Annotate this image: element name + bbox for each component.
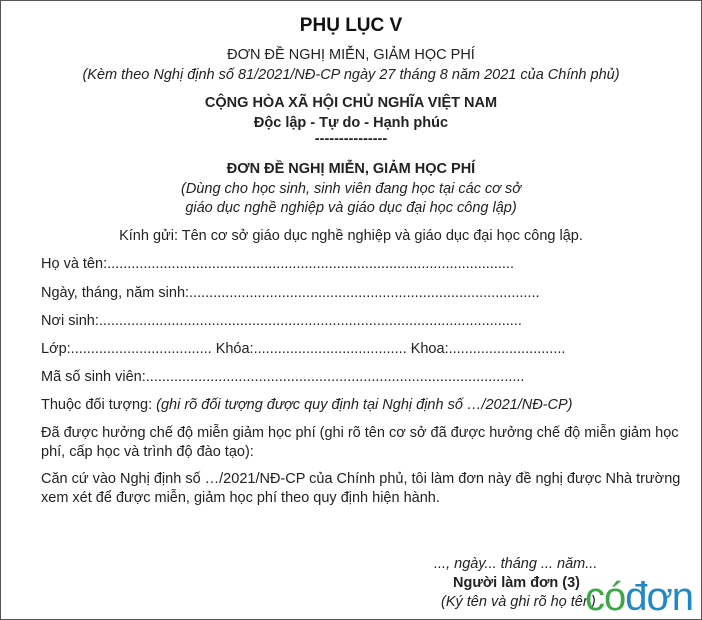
request-basis-line2: xem xét để được miễn, giảm học phí theo quy định hiện hành. xyxy=(41,490,440,506)
form-subtitle-line2: giáo dục nghề nghiệp và giáo dục đại học công lập) xyxy=(185,200,517,216)
date-of-birth-field: Ngày, tháng, năm sinh:....................................................................................... xyxy=(41,285,540,301)
target-group-hint: (ghi rõ đối tượng được quy định tại Nghị định số …/2021/NĐ-CP) xyxy=(156,397,573,413)
signature-date: ..., ngày... tháng ... năm... xyxy=(434,556,598,572)
target-group-field xyxy=(41,397,572,413)
student-id-field: Mã số sinh viên:.............................................................................................. xyxy=(41,369,525,385)
applicant-label: Người làm đơn (3) xyxy=(453,575,580,591)
class-course-faculty-field: Lớp:................................... Khóa:...................................... Khoa:............................. xyxy=(41,341,566,357)
appendix-title: PHỤ LỤC V xyxy=(299,15,403,36)
target-group-label: Thuộc đối tượng: xyxy=(41,397,157,413)
country-name: CỘNG HÒA XÃ HỘI CHỦ NGHĨA VIỆT NAM xyxy=(204,95,498,111)
national-motto: Độc lập - Tự do - Hạnh phúc xyxy=(253,115,449,131)
request-basis-line1: Căn cứ vào Nghị định số …/2021/NĐ-CP của Chính phủ, tôi làm đơn này đề nghị được Nhà trường xyxy=(41,471,681,487)
signature-hint: (Ký tên và ghi rõ họ tên) xyxy=(441,594,596,610)
full-name-field: Họ và tên:..................................................................................................... xyxy=(41,256,514,272)
logo-part-don: đơn xyxy=(625,575,693,619)
addressee: Kính gửi: Tên cơ sở giáo dục nghề nghiệp và giáo dục đại học công lập. xyxy=(119,228,583,244)
decree-reference: (Kèm theo Nghị định số 81/2021/NĐ-CP ngày 27 tháng 8 năm 2021 của Chính phủ) xyxy=(82,67,620,83)
form-title: ĐƠN ĐỀ NGHỊ MIỄN, GIẢM HỌC PHÍ xyxy=(226,161,476,177)
logo-part-co: có xyxy=(585,575,626,619)
motto-separator: --------------- xyxy=(314,131,388,147)
birthplace-field: Nơi sinh:......................................................................................................... xyxy=(41,313,522,329)
codon-watermark-logo xyxy=(585,577,693,617)
previous-exemption-line1: Đã được hưởng chế độ miễn giảm học phí (ghi rõ tên cơ sở đã được hưởng chế độ miễn giảm học xyxy=(41,425,679,441)
form-name-heading: ĐƠN ĐỀ NGHỊ MIỄN, GIẢM HỌC PHÍ xyxy=(227,47,475,63)
previous-exemption-line2: phí, cấp học và trình độ đào tạo): xyxy=(41,444,254,460)
form-subtitle-line1: (Dùng cho học sinh, sinh viên đang học tại các cơ sở xyxy=(181,181,521,197)
